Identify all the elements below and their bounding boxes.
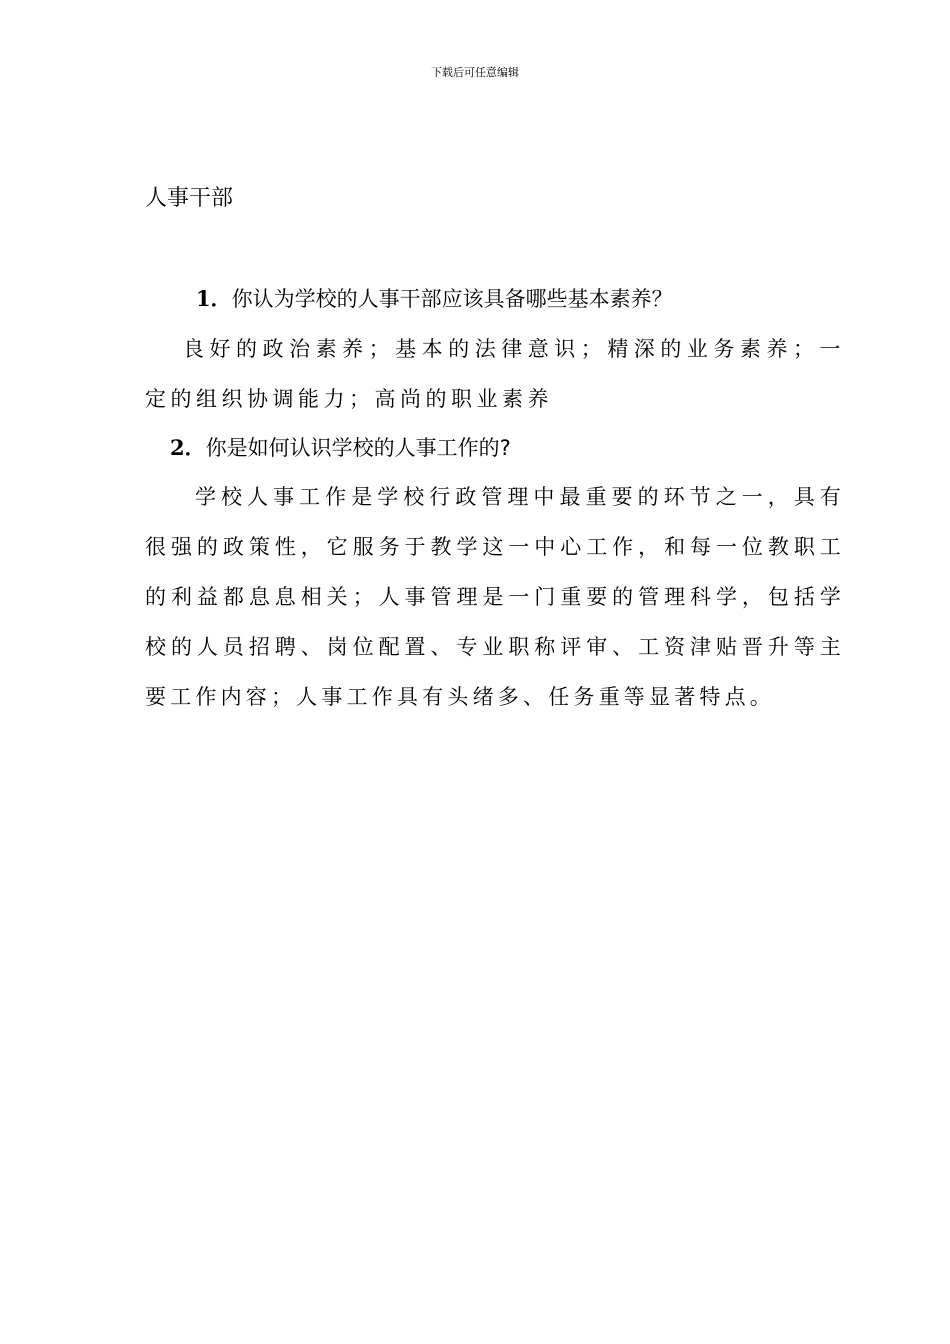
- question-1: [196, 284, 673, 314]
- question-1-text: 你认为学校的人事干部应该具备哪些基本素养？: [231, 287, 673, 311]
- question-2-text: 你是如何认识学校的人事工作的?: [205, 436, 511, 460]
- page-header: 下载后可任意编辑: [431, 66, 519, 79]
- answer-1: 良好的政治素养；基本的法律意识；精深的业务素养；一定的组织协调能力；高尚的职业素养: [145, 337, 845, 411]
- question-2-number: 2．: [170, 435, 206, 460]
- question-2: [170, 433, 511, 463]
- question-1-number: 1．: [196, 286, 232, 311]
- answer-2: 学校人事工作是学校行政管理中最重要的环节之一，具有很强的政策性，它服务于教学这一中心工作，和每一位教职工的利益都息息相关；人事管理是一门重要的管理科学，包括学校的人员招聘、岗位配置、专业职称评审、工资津贴晋升等主要工作内容；人事工作具有头绪多、任务重等显著特点。: [145, 485, 845, 709]
- document-title: 人事干部: [145, 186, 234, 211]
